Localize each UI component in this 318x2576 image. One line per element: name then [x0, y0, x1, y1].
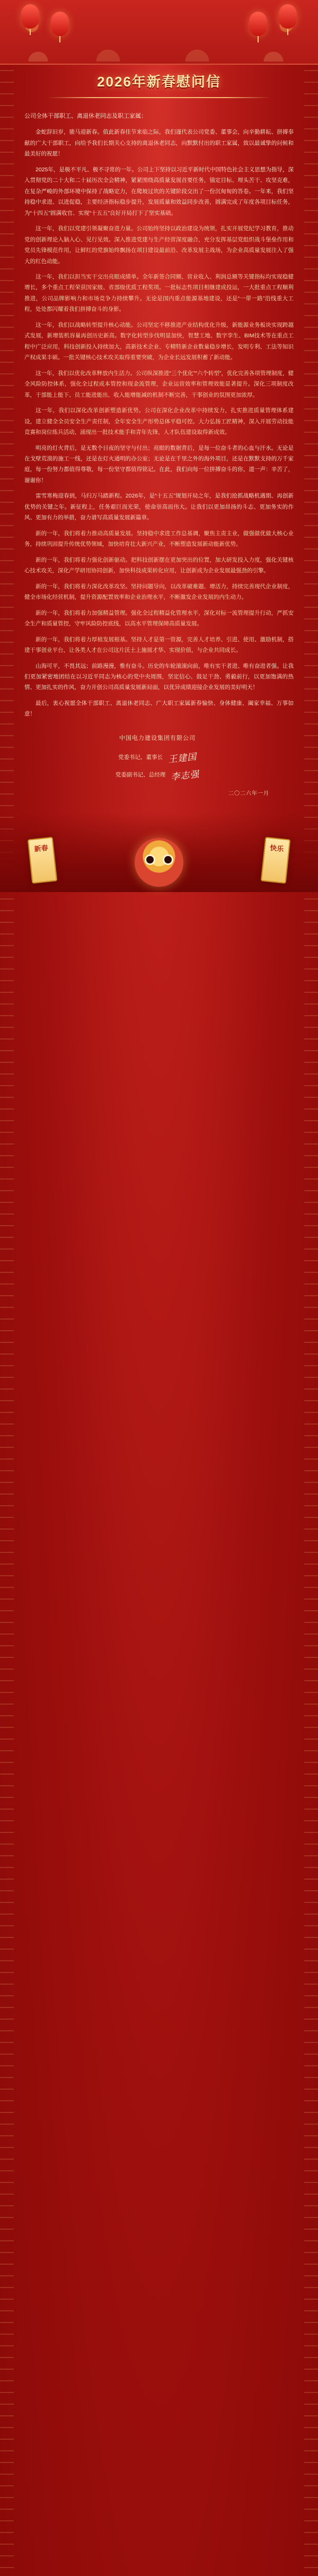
paragraph: 这一年，我们以党建引领凝聚奋进力量。公司始终坚持以政治建设为统领，扎实开展党纪学习教育，推动党的创新理论入脑入心、见行见效。深入推进党建与生产经营深度融合，充分发挥基层党组织战斗堡垒作用和党员先锋模范作用，让鲜红的党旗始终飘扬在项目建设最前沿、改革发展主战场，为企业高质量发展注入了强大的红色动能。 — [24, 225, 294, 265]
signature-name: 李志强 — [170, 769, 200, 782]
signature-role: 党委副书记、总经理 — [115, 771, 166, 778]
paragraph: 2025年，是极不平凡、极不寻常的一年。公司上下坚持以习近平新时代中国特色社会主义思想为指导，深入贯彻党的二十大和二十届历次全会精神，紧紧围绕高质量发展首要任务，锚定目标、埋头苦干、攻坚克难，在复杂严峻的外部环境中保持了战略定力，在爬坡过坎的关键阶段交出了一份沉甸甸的答卷。一年来，我们坚持稳中求进、以进促稳，主要经济指标稳步提升，发展质量和效益同步改善，圆满完成了年度各项目标任务，为“十四五”圆满收官、实现“十五五”良好开局打下了坚实基础。 — [24, 166, 294, 216]
title-divider — [48, 97, 270, 98]
title-block — [0, 65, 318, 106]
paragraph: 新的一年，我们将着力推动高质量发展。坚持稳中求进工作总基调，聚焦主责主业，做强做优做大核心业务，持续巩固提升传统优势领域，加快培育壮大新兴产业，不断塑造发展新动能新优势。 — [24, 530, 294, 548]
paragraph: 这一年，我们以优化改革释放内生活力。公司纵深推进“三个优化”“六个转型”，优化完善各项管理制度，健全风险防控体系，强化全过程成本管控和现金流管理，企业运营效率和管理效能显著提升。深化三项制度改革，干部能上能下、员工能进能出、收入能增能减的机制不断完善，干事创业的氛围更加浓厚。 — [24, 370, 294, 398]
footer-decoration — [0, 813, 318, 892]
scroll-banner-left-text: 新春 — [33, 843, 49, 853]
signature-role: 党委书记、董事长 — [118, 754, 163, 761]
page-title: 2026年新春慰问信 — [97, 74, 221, 90]
signature-row — [24, 750, 290, 764]
scroll-banner-left — [28, 837, 58, 884]
cloud-pattern-icon — [0, 48, 318, 62]
signature-name: 王建国 — [167, 752, 198, 765]
header-decoration — [0, 0, 318, 65]
paragraph: 山海可平，不畏其远；前路漫漫，惟有奋斗。历史的车轮滚滚向前，唯有实干者进、唯有奋进者强。让我们更加紧密地团结在以习近平同志为核心的党中央周围，坚定信心、鼓足干劲、勇毅前行，以更加饱满的热情、更加扎实的作风，奋力开创公司高质量发展新局面，以优异成绩迎接企业发展的美好明天！ — [24, 662, 294, 691]
signature-block — [24, 733, 294, 797]
lion-head-icon — [135, 838, 183, 887]
lantern-icon — [21, 4, 39, 29]
letter-body — [0, 106, 318, 807]
paragraph: 金蛇辞旧岁，骏马迎新春。值此新春佳节来临之际，我们谨代表公司党委、董事会，向辛勤耕耘、拼搏奉献的广大干部职工，向给予我们长期关心支持的离退休老同志，向默默付出的职工家属，致以最诚挚的问候和最美好的祝愿！ — [24, 129, 294, 158]
paragraph: 新的一年，我们将着力强化创新驱动。把科技创新摆在更加突出的位置，加大研发投入力度，强化关键核心技术攻关，深化产学研用协同创新，加快科技成果转化应用，让创新成为企业发展最强劲的引擎。 — [24, 556, 294, 574]
paragraph: 这一年，我们以战略转型提升核心动能。公司坚定不移推进产业结构优化升级，新能源业务板块实现跨越式发展，新增装机容量再创历史新高。数字化转型步伐明显加快，智慧工地、数字孪生、BIM技术等在重点工程中广泛应用，科技创新投入持续加大，高新技术企业、专精特新企业数量稳步增长，发明专利、工法等知识产权成果丰硕。一批关键核心技术攻关取得重要突破，为企业长远发展积蓄了新动能。 — [24, 321, 294, 361]
signing-organization: 中国电力建设集团有限公司 — [119, 735, 196, 741]
signature-date: 二〇二六年一月 — [228, 790, 269, 797]
signature-row — [24, 768, 290, 781]
paragraph: 新的一年，我们将着力深化改革攻坚。坚持问题导向，以改革破难题、增活力，持续完善现代企业制度，健全市场化经营机制，提升资源配置效率和企业治理水平，不断激发企业发展的内生动力。 — [24, 583, 294, 601]
paragraph: 最后，衷心祝愿全体干部职工、离退休老同志、广大职工家属新春愉快、身体健康、阖家幸福、万事如意！ — [24, 700, 294, 718]
paragraph: 这一年，我们以深化改革创新塑造新优势。公司在深化企业改革中持续发力，扎实推进质量管理体系建设，建立健全全员安全生产责任制，全年安全生产形势总体平稳可控。大力弘扬工匠精神，深入开展劳动技能竞赛和岗位练兵活动，涌现出一批技术能手和青年先锋，人才队伍建设取得新成效。 — [24, 407, 294, 436]
lantern-icon — [51, 12, 69, 36]
scroll-banner-right-text: 快乐 — [269, 843, 285, 853]
scroll-banner-right — [261, 837, 291, 884]
paragraph: 新的一年，我们将着力厚植发展根基。坚持人才是第一资源，完善人才培养、引进、使用、激励机制，搭建干事创业平台，让各类人才在公司这片沃土上施展才华、实现价值，与企业共同成长。 — [24, 636, 294, 654]
paragraph: 明亮的灯火背后，是无数个日夜的坚守与付出；亮眼的数据背后，是每一位奋斗者的心血与汗水。无论是在戈壁荒漠的施工一线，还是在灯火通明的办公室；无论是在千里之外的海外项目，还是在默默支持的万千家庭，每一份努力都值得尊敬，每一份坚守都值得铭记。在此，我们向每一位拼搏奋斗的你，道一声：辛苦了，谢谢你！ — [24, 444, 294, 484]
paragraph: 雷雪寒梅迎春到，马归万马踏新程。2026年，是“十五五”规划开局之年，是我们抢抓战略机遇期、再创新优势的关键之年。新征程上，任务艰巨而光荣，使命崇高而伟大。让我们以更加昂扬的斗志、更加务实的作风、更加有力的举措，奋力谱写高质量发展新篇章。 — [24, 493, 294, 521]
paragraph: 新的一年，我们将着力加强精益管理。强化全过程精益化管理水平，深化对标一流管理提升行动，严抓安全生产和质量管控，守牢风险防控底线，以高水平管理保障高质量发展。 — [24, 609, 294, 627]
lantern-icon — [279, 4, 297, 29]
left-border-pattern — [0, 0, 14, 2576]
paragraph: 这一年，我们以担当实干交出亮眼成绩单。全年新签合同额、营业收入、利润总额等关键指标均实现稳健增长，多个重点工程荣获国家级、省部级优质工程奖项。一批标志性项目相继建成投运，一大批重点工程顺利推进，公司品牌影响力和市场竞争力持续攀升。无论是国内重点能源基地建设，还是“一带一路”沿线重大工程，处处都闪耀着我们拼搏奋斗的身影。 — [24, 273, 294, 313]
salutation: 公司全体干部职工、离退休老同志及职工家属： — [24, 113, 147, 119]
right-border-pattern — [304, 0, 318, 2576]
lantern-icon — [249, 12, 267, 36]
